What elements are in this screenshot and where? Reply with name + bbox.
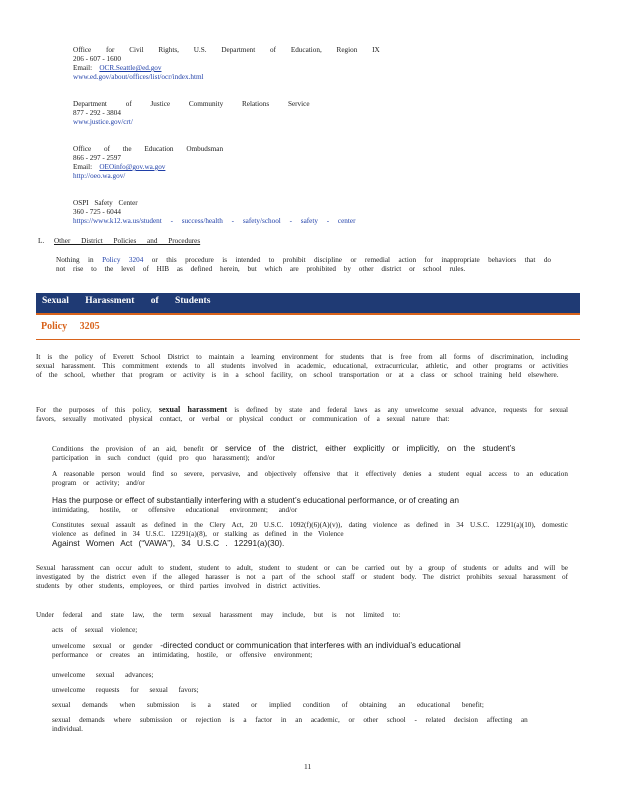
contact-phone: 206 - 607 - 1600 — [73, 55, 121, 63]
website-link[interactable]: www.justice.gov/crt/ — [73, 118, 133, 126]
section-banner — [36, 293, 580, 315]
contact-title: Department of Justice Community Relations Service — [73, 100, 310, 108]
intro-paragraph: It is the policy of Everett School District to maintain a learning environment for students that is free from all forms of discrimination, including sexual harassment. This commitment extends to all students involved in academic, educational, extracurricular, athletic, and other programs or activities of the school, whether that program or activity is in a school facility, on school transportation or at a class or school training held elsewhere. — [36, 353, 568, 379]
example-text: individual. — [52, 725, 83, 733]
section-heading-l — [38, 237, 238, 246]
email-link[interactable]: OCR.Seattle@ed.gov — [99, 64, 162, 72]
definition-text: For the purposes of this policy, — [36, 406, 152, 414]
contact-phone: 877 - 292 - 3804 — [73, 109, 121, 117]
example-text: sexual demands where submission or rejection is a factor in an academic, or other school - related decision affecting an — [52, 716, 528, 724]
definition-paragraph — [36, 405, 568, 424]
website-link[interactable]: www.ed.gov/about/offices/list/ocr/index.html — [73, 73, 204, 81]
banner-title: Sexual Harassment of Students — [42, 296, 211, 306]
condition-text: A reasonable person would find so severe, pervasive, and objectively offensive that it effectively denies a student equal access to an education program or activity; and/or — [52, 470, 568, 487]
para-text: or this procedure is intended to prohibit discipline or remedial action for inappropriate behaviors that do not rise to the level of HIB as defined herein, but which are prohibited by other district or school rules. — [56, 256, 552, 273]
website-link[interactable]: https://www.k12.wa.us/student - success/health - safety/school - safety - center — [73, 217, 356, 225]
section-title: Other District Policies and Procedures — [53, 237, 201, 245]
condition-text: Conditions the provision of an aid, benefit — [52, 445, 204, 453]
email-link[interactable]: OEOinfo@gov.wa.gov — [99, 163, 166, 171]
condition-text: Constitutes sexual assault as defined in the Clery Act, 20 U.S.C. 1092(f)(6)(A)(v)), dating violence as defined in 34 U.S.C. 12291(a)(10), domestic violence as defined in 34 U.S.C. 12291(a)(8), or stalking as defined in the Violence — [52, 521, 568, 538]
example-text: unwelcome sexual advances; — [52, 671, 154, 679]
contact-phone: 360 - 725 - 6044 — [73, 208, 121, 216]
email-label: Email: — [73, 163, 93, 171]
contact-title: Office of the Education Ombudsman — [73, 145, 224, 153]
policy-3204-link[interactable]: Policy 3204 — [102, 256, 144, 264]
contact-phone: 866 - 297 - 2597 — [73, 154, 121, 162]
example-text-large: -directed conduct or communication that interferes with an individual’s educational — [160, 640, 461, 650]
page-number: 11 — [304, 762, 312, 771]
example-text: unwelcome sexual or gender — [52, 642, 153, 650]
definition-text: is defined by state and federal laws as any unwelcome sexual advance, requests for sexual favors, sexually motivated physical contact, or verbal or physical conduct or communication of a sexual nature that: — [36, 406, 569, 423]
example-text: performance or creates an intimidating, hostile, or offensive environment; — [52, 651, 313, 659]
condition-text-large: Against Women Act (“VAWA”), 34 U.S.C . 12291(a)(30). — [52, 538, 285, 548]
policy-divider — [36, 339, 580, 340]
occurrence-paragraph: Sexual harassment can occur adult to student, student to adult, student to student or can be carried out by a group of students or adults and will be investigated by the district even if the alleged harasser is not a part of the school staff or student body. The district prohibits sexual harassment of students by other students, employees, or third parties involved in district activities. — [36, 564, 568, 590]
email-label: Email: — [73, 64, 93, 72]
condition-text-large: Has the purpose or effect of substantially interfering with a student’s educational performance, or of creating an — [52, 495, 459, 505]
example-text: sexual demands when submission is a stated or implied condition of obtaining an educational benefit; — [52, 701, 484, 709]
law-intro: Under federal and state law, the term sexual harassment may include, but is not limited to: — [36, 611, 401, 619]
section-l-paragraph — [56, 256, 551, 274]
example-text: acts of sexual violence; — [52, 626, 138, 634]
website-link[interactable]: http://oeo.wa.gov/ — [73, 172, 126, 180]
condition-text: intimidating, hostile, or offensive educational environment; and/or — [52, 506, 298, 514]
example-text: unwelcome requests for sexual favors; — [52, 686, 199, 694]
condition-text-large: or service of the district, either explicitly or implicitly, on the student’s — [210, 443, 516, 453]
section-letter: L. — [38, 237, 45, 245]
condition-text: participation in such conduct (quid pro quo harassment); and/or — [52, 454, 275, 462]
policy-heading: Policy 3205 — [41, 321, 100, 332]
para-text: Nothing in — [56, 256, 103, 264]
contact-title: OSPI Safety Center — [73, 199, 138, 207]
definition-term: sexual harassment — [158, 405, 228, 414]
contact-title: Office for Civil Rights, U.S. Department of Education, Region IX — [73, 46, 380, 54]
